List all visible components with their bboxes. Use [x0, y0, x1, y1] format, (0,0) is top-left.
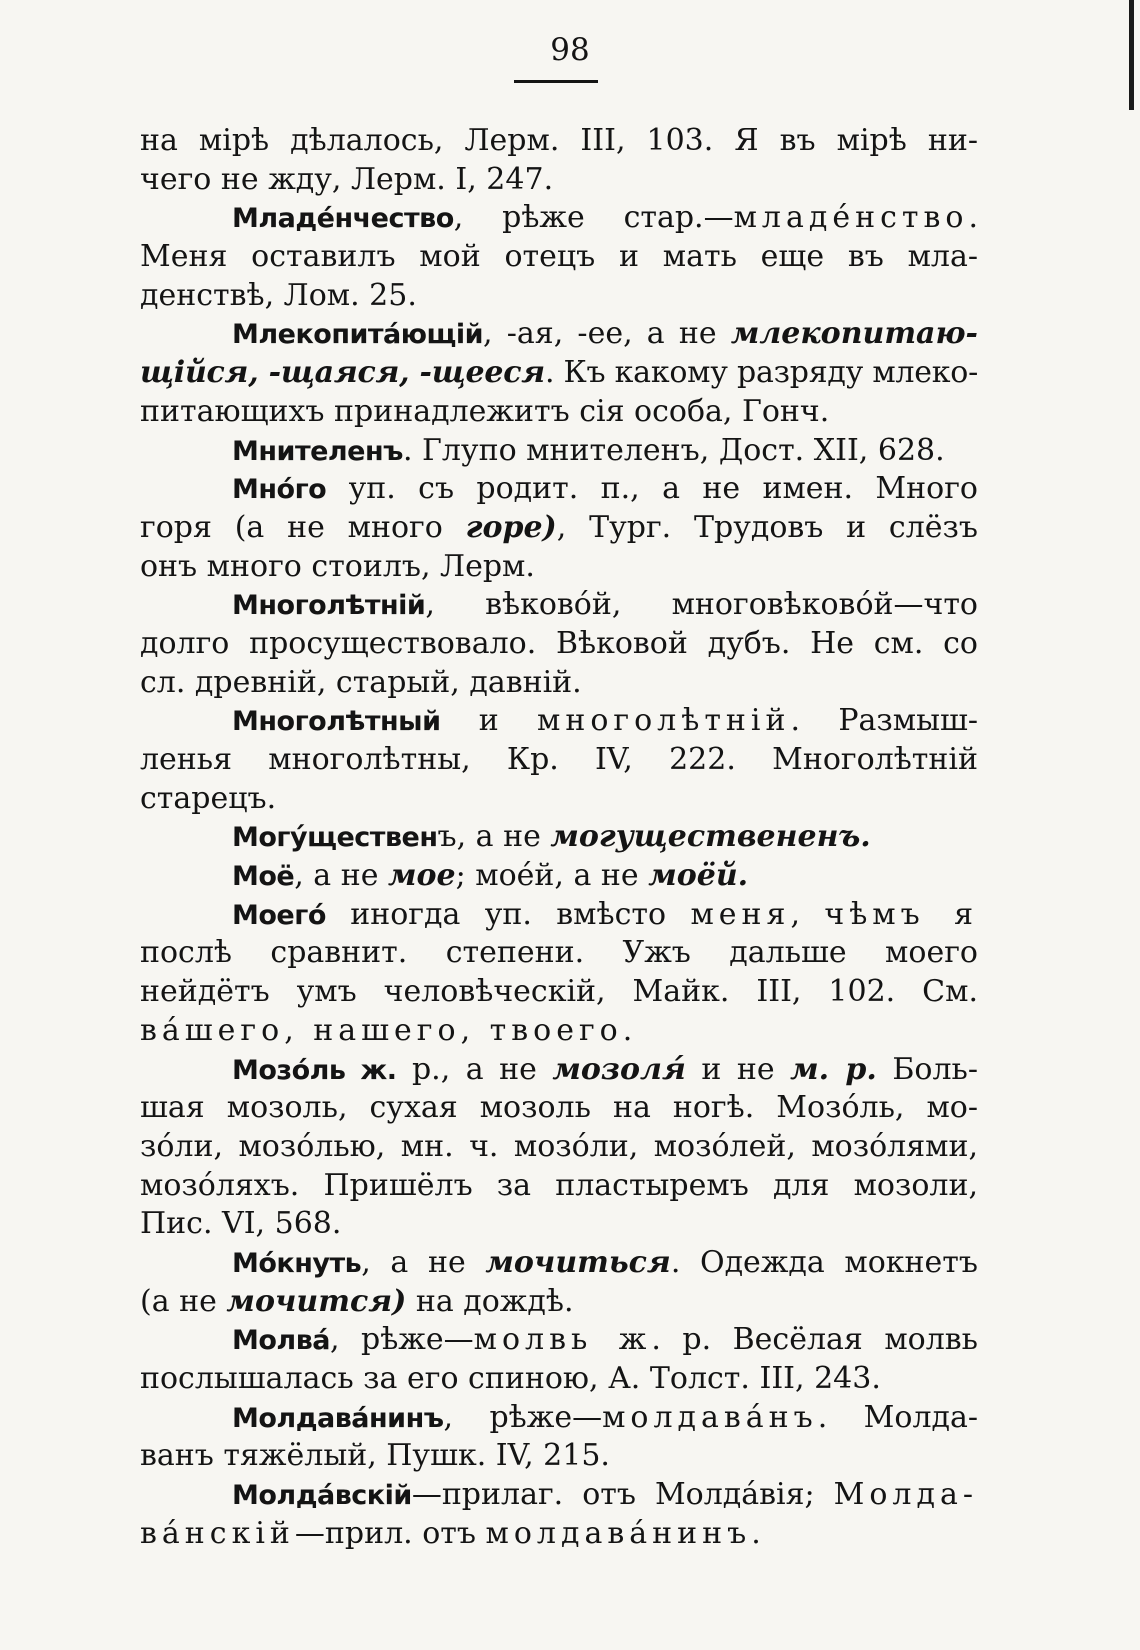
text-line: [140, 315, 978, 354]
text-segment: уп. съ родит. п., а не имен. Много: [326, 471, 978, 507]
text-segment: ; моéй, а не: [455, 858, 649, 894]
text-segment: . Одежда мокнетъ: [670, 1244, 978, 1280]
text-line: [140, 664, 978, 703]
dictionary-entry: [140, 1321, 978, 1398]
entry-headword: Моегó: [232, 899, 326, 931]
spaced-word: молвь ж: [473, 1322, 652, 1358]
text-line: [140, 161, 978, 200]
spaced-word: многолѣтній: [537, 703, 791, 739]
text-line: [140, 470, 978, 509]
incorrect-form: мозоля́: [552, 1051, 686, 1087]
text-line: [140, 780, 978, 819]
text-segment: зóли, мозóлью, мн. ч. мозóли, мозóлей, мозóлями,: [140, 1128, 978, 1164]
text-segment: , -ая, -ее, а не: [483, 316, 731, 352]
text-line: [140, 896, 978, 935]
text-segment: нейдётъ умъ человѣческій, Майк. III, 102. См.: [140, 974, 978, 1010]
text-segment: Пис. VI, 568.: [140, 1206, 342, 1242]
page-number: 98: [550, 32, 590, 68]
text-segment: .: [622, 1012, 633, 1048]
page-number-rule: [514, 80, 598, 83]
entry-headword: Мнителенъ: [232, 435, 403, 467]
dictionary-entry: [140, 896, 978, 1051]
entry-headword: Млекопитáющій: [232, 319, 484, 351]
text-segment: ъ, а не: [437, 819, 551, 855]
text-segment: мозóляхъ. Пришёлъ за пластыремъ для мозоли,: [140, 1167, 978, 1203]
entry-headword: Многолѣтный: [232, 706, 441, 738]
spaced-word: младéнство: [733, 200, 969, 236]
text-line: [140, 625, 978, 664]
dictionary-entry: [140, 1244, 978, 1321]
text-segment: —прил. отъ: [294, 1515, 486, 1551]
text-segment: . р. Весёлая молвь: [651, 1322, 978, 1358]
text-line: [140, 199, 978, 238]
text-line: [140, 238, 978, 277]
text-segment: р., а не: [396, 1051, 553, 1087]
text-segment: иногда уп. вмѣсто: [325, 896, 691, 932]
text-line: [140, 1399, 978, 1438]
text-line: [140, 393, 978, 432]
text-segment: , а не: [361, 1244, 486, 1280]
incorrect-form: моёй.: [648, 858, 749, 894]
dictionary-entry: [140, 1476, 978, 1553]
spaced-word: чѣмъ я: [824, 896, 978, 932]
text-line: [140, 1283, 978, 1322]
text-line: [140, 934, 978, 973]
dictionary-entry: [140, 1051, 978, 1244]
spaced-word: молдавáнъ: [602, 1399, 818, 1435]
text-line: [140, 741, 978, 780]
entry-headword: Молдавáнинъ: [232, 1402, 444, 1434]
text-segment: . Молда-: [817, 1399, 978, 1435]
text-line: [140, 509, 978, 548]
spaced-word: вáшего, нашего, твоего: [140, 1012, 623, 1048]
text-line: [140, 1051, 978, 1090]
text-line: [140, 702, 978, 741]
text-segment: . Глупо мнителенъ, Дост. XII, 628.: [402, 432, 945, 468]
text-segment: ,: [790, 896, 825, 932]
text-segment: .: [968, 200, 978, 236]
spaced-word: Молда-: [833, 1477, 978, 1513]
text-line: [140, 1244, 978, 1283]
dictionary-entry: [140, 818, 978, 857]
entry-headword: Мóкнуть: [232, 1247, 362, 1279]
text-segment: ѣ: [251, 123, 270, 158]
text-line: [140, 277, 978, 316]
text-segment: Меня оставилъ мой отецъ и мать еще въ мла-: [140, 239, 978, 275]
text-segment: чего не жду, Лерм. I, 247.: [140, 161, 554, 197]
entry-headword: Мозóль ж.: [232, 1054, 397, 1086]
text-segment: —прилаг. отъ Молдáвія;: [411, 1477, 834, 1513]
text-segment: , Тург. Трудовъ и слёзъ: [556, 509, 978, 545]
text-segment: ленья многолѣтны, Кр. IV, 222. Многолѣтній: [140, 742, 978, 777]
incorrect-form: мочится): [226, 1283, 407, 1319]
text-segment: , рѣже—: [330, 1322, 474, 1358]
entry-headword: Многолѣтній: [232, 590, 426, 622]
text-segment: на дождѣ.: [406, 1283, 574, 1319]
text-line: [140, 1476, 978, 1515]
dictionary-entry: [140, 199, 978, 315]
dictionary-entry: [140, 1399, 978, 1476]
incorrect-form: м. р.: [790, 1051, 877, 1087]
text-segment: долго просуществовало. Вѣковой дубъ. Не см. со: [140, 625, 978, 661]
dictionary-entry: [140, 315, 978, 431]
text-line: [140, 586, 978, 625]
incorrect-form: млекопитаю-: [730, 316, 978, 352]
text-segment: шая мозоль, сухая мозоль на ногѣ. Мозóль, мо-: [140, 1090, 978, 1126]
text-segment: дѣлалось, Лерм. III, 103. Я въ мірѣ ни-: [269, 123, 978, 158]
text-line: [140, 1167, 978, 1206]
dictionary-entry: [140, 702, 978, 818]
text-segment: (а не: [140, 1283, 227, 1319]
text-line: [140, 354, 978, 393]
text-segment: денствѣ, Лом. 25.: [140, 277, 417, 313]
spaced-word: вáнскій: [140, 1515, 295, 1551]
text-line: [140, 122, 978, 161]
text-line: [140, 1321, 978, 1360]
text-segment: , рѣже стар.—: [453, 200, 734, 236]
incorrect-form: мое: [388, 858, 456, 894]
text-line: [140, 818, 978, 857]
dictionary-entry: [140, 122, 978, 199]
entry-headword: Могýществен: [232, 822, 438, 854]
text-segment: и не: [685, 1051, 791, 1087]
incorrect-form: горе): [465, 509, 557, 545]
text-segment: послышалась за его спиною, А. Толст. III, 243.: [140, 1361, 881, 1396]
text-line: [140, 1515, 978, 1554]
spaced-word: меня: [690, 896, 791, 932]
entry-headword: Молвá: [232, 1325, 330, 1357]
dictionary-text: [140, 122, 978, 1553]
entry-headword: Моё: [232, 861, 295, 893]
dictionary-entry: [140, 432, 978, 471]
text-segment: горя (а не много: [140, 509, 466, 545]
entry-headword: Младéнчество: [232, 203, 454, 235]
text-line: [140, 1360, 978, 1399]
text-segment: .: [751, 1515, 761, 1551]
text-segment: старецъ.: [140, 780, 277, 816]
text-segment: послѣ сравнит. степени. Ужъ дальше моего: [140, 935, 978, 971]
text-line: [140, 1128, 978, 1167]
text-line: [140, 857, 978, 896]
text-segment: онъ много стоилъ, Лерм.: [140, 548, 535, 584]
text-segment: сл. древній, старый, давній.: [140, 664, 582, 700]
entry-headword: Молдáвскій: [232, 1480, 412, 1512]
text-segment: и: [440, 703, 538, 739]
text-line: [140, 1012, 978, 1051]
text-line: [140, 432, 978, 471]
dictionary-entry: [140, 586, 978, 702]
text-line: [140, 1437, 978, 1476]
incorrect-form: могуществененъ.: [550, 819, 871, 855]
dictionary-entry: [140, 857, 978, 896]
text-segment: , а не: [294, 858, 389, 894]
incorrect-form: щійся, -щаяся, -щееся: [140, 355, 545, 391]
spaced-word: молдавáнинъ: [485, 1515, 752, 1551]
text-segment: , вѣковóй, многовѣковóй—что: [425, 587, 978, 623]
text-line: [140, 1205, 978, 1244]
dictionary-entry: [140, 470, 978, 586]
text-segment: питающихъ принадлежитъ сія особа, Гонч.: [140, 393, 830, 429]
incorrect-form: мочиться: [485, 1244, 671, 1280]
text-line: [140, 548, 978, 587]
text-segment: , рѣже—: [443, 1399, 603, 1435]
text-segment: . Къ какому разряду млеко-: [544, 355, 978, 391]
text-segment: . Размыш-: [790, 703, 978, 739]
text-line: [140, 1089, 978, 1128]
text-segment: на мір: [140, 123, 252, 158]
entry-headword: Мнóго: [232, 474, 327, 506]
text-line: [140, 973, 978, 1012]
text-segment: Боль-: [876, 1051, 978, 1087]
text-segment: ванъ тяжёлый, Пушк. IV, 215.: [140, 1438, 610, 1474]
